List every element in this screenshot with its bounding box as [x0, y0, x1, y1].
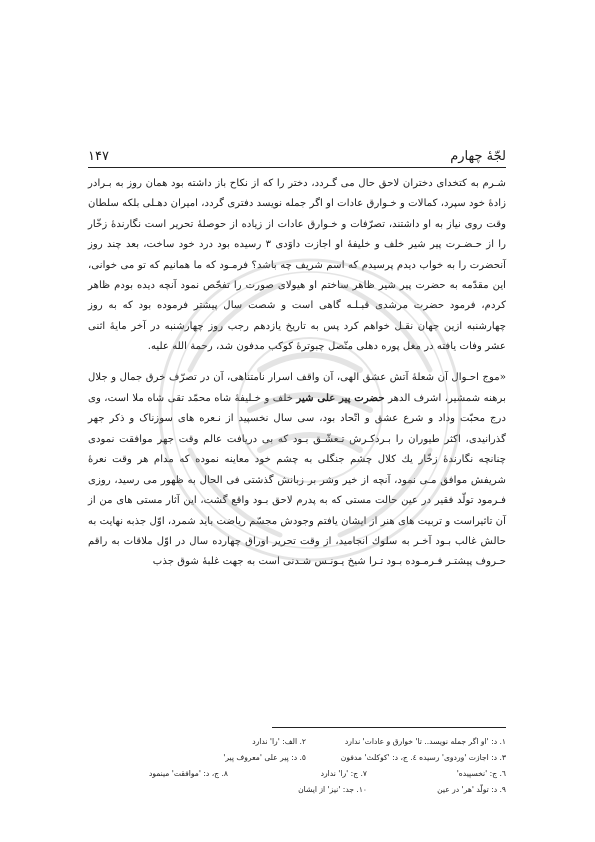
footnote: ٥. د: پیر علی 'معروف پیر' — [223, 753, 306, 762]
footnote: ۹. د: تولّد 'هر' در عین — [437, 785, 506, 794]
bold-name: حضرت پیر علی شیر — [296, 392, 385, 405]
header-rule — [88, 167, 506, 168]
page-number: ۱۴۷ — [88, 149, 109, 164]
footnote-row — [88, 782, 506, 798]
footnote: ۱۰. جد: 'نیز' از ایشان — [298, 785, 367, 794]
footnote: ۸. ج، د: 'موافقت' مینمود — [148, 769, 228, 778]
main-text — [88, 174, 506, 573]
running-title: لجّهٔ چهارم — [450, 149, 506, 164]
footnote: ۳. د: اجازت 'وردوی' رسیده ٤. ج، د: 'کوکلث' مدفون — [340, 753, 506, 762]
footnote: ۲. الف: 'را' ندارد — [252, 737, 306, 746]
paragraph-1: شـرم به کتخدای دختران لاحق حال می گـردد، دختر را که از نکاح باز داشته بود همان روز به بـرادر زادهٔ خود سپرد، کمالات و خـوارق عادات او اگر جمله نویسد دفتری گردد، امیران دهـلی بلکه سلطان وقت روی نیاز به او داشتند، تصرّفات و خـوارق عادات از زیاده از حوصلهٔ تحریر است نگارندهٔ زخّار را از حـضـرت پیر شیر خلف و خلیفهٔ او اجازت داوَدی ۳ رسیده بود درد خود ساخت، بعد چند روز آنحضرت را به خواب دیدم پرسیدم که اسم شریف چه باشد؟ فرمـود که ما همانیم که تو می خوانی، این مقدّمه به حضرت پیر شیر ظاهر ساختم او هیولای صورت را تفحّص نمود آنچه دیده بودم ظاهر کردم، فرمود حضرت مرشدی قبـلـه گاهی است و شصت سال پیشتر فرموده بود که به روز چهارشنبه ازین جهان نقـل خواهم کرد پس به تاریخ یازدهم رجب روز چهارشنبه در آخر مایهٔ اثنی عشر وفات یافته در مغل پوره دهلی متّصل چبوترهٔ کوکب مدفون شد، رحمة الله علیه. — [88, 178, 507, 353]
footnote: ۱. د: 'او اگر جمله نویسد.. تا' خوارق و عادات' ندارد — [344, 737, 506, 746]
paragraph-2-lead: «موج احـوال آن شعلهٔ آتش عشق الهی، آن واقف اسرار نامتناهی، آن در تصرّف خرق جمال و جلال برهنه شمشیر، اشرف الدهر — [88, 371, 506, 405]
footnote-rule — [272, 727, 506, 728]
page-header — [88, 149, 506, 167]
footnote: ٦. ج: 'نخسپیده' — [456, 769, 506, 778]
paragraph-2-tail: خلف و خـلیفهٔ شاه محمّد تقی شاه ملا است، وی درج محبّت وداد و شرع عشق و اتّحاد بود، سی سال نخسپید از نـعره های سوزناک و ذکر جهر گذرانیدی، اکثر طیوران را بـردکـرش تـعشّـق بـود که بی دریافت عالم وقت جهر موافقت نمودی چنانچه نگارندهٔ زخّار یك کلال چشم جنگلی به چشم خود معاینه نموده که مدام هر وقت نعرهٔ شریفش موافق مـی نمود، آنچه از خیر وشر بر زبانش گذشتی فی الحال به ظهور می رسید، روزی فـرمود تولّد فقیر در عین حالت مستی که به پدرم لاحق بـود واقع گشت، این آثار مستی های من از آن تاثیراست و تربیت های هنر از ایشان یافتم وجودش مجسّم ریاضت باید شمرد، اوّل جذبه نهایت به حالش غالب بـود آخـر به سلوك انجامید، از وقت تحریر اوراق چهارده سال در اوّل ملاقات به راقم حـروف پیشتـر فـرمـوده بـود تـرا شیخ یـونـس شـدنی است به جهت غلبهٔ شوق جذب — [88, 393, 506, 568]
paragraph-2 — [88, 368, 506, 573]
footnote: ۷. ج: 'را' ندارد — [320, 769, 367, 778]
footnote-row — [88, 750, 506, 766]
footnote-row — [88, 734, 506, 750]
footnote-row — [88, 766, 506, 782]
footnotes — [88, 734, 506, 798]
